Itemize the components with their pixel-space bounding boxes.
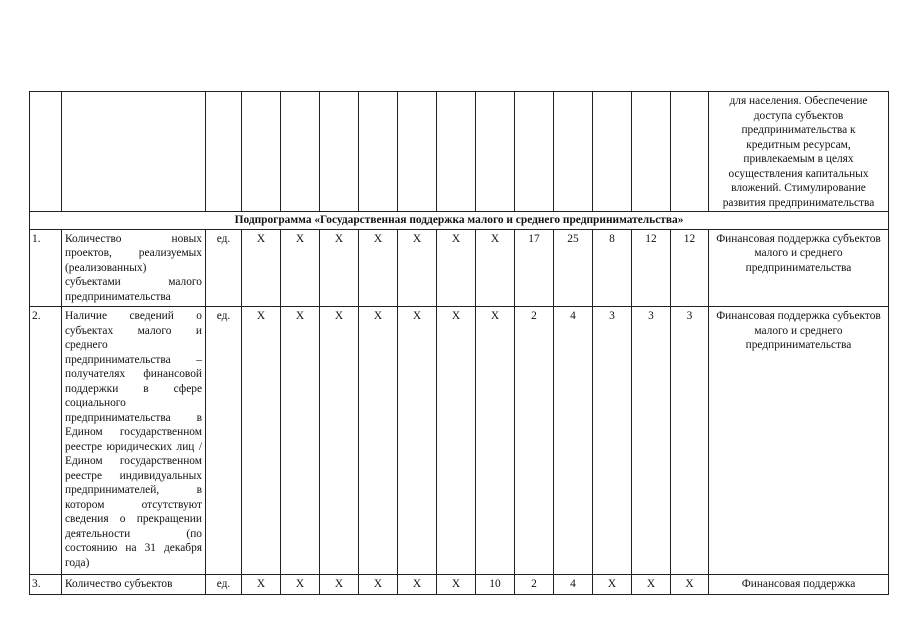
value-cell: Х bbox=[359, 229, 398, 307]
continuation-value-cell bbox=[242, 92, 281, 212]
continuation-value-cell bbox=[554, 92, 593, 212]
value-cell: 12 bbox=[671, 229, 709, 307]
continuation-value-cell bbox=[320, 92, 359, 212]
continuation-row bbox=[30, 92, 889, 212]
continuation-note-cell bbox=[709, 92, 889, 212]
value-cell: Х bbox=[476, 229, 515, 307]
value-cell: Х bbox=[320, 307, 359, 575]
value-cell: 10 bbox=[476, 575, 515, 595]
value-cell: Х bbox=[281, 307, 320, 575]
continuation-unit-cell bbox=[206, 92, 242, 212]
value-cell: 4 bbox=[554, 575, 593, 595]
value-cell: Х bbox=[437, 575, 476, 595]
indicators-table bbox=[29, 91, 889, 595]
value-cell: 3 bbox=[671, 307, 709, 575]
note-cell: Финансовая поддержка субъектов малого и среднего предпринимательства bbox=[709, 307, 889, 575]
value-cell: Х bbox=[398, 229, 437, 307]
value-cell: Х bbox=[671, 575, 709, 595]
value-cell: Х bbox=[437, 307, 476, 575]
row-number: 1. bbox=[30, 229, 62, 307]
continuation-value-cell bbox=[359, 92, 398, 212]
note-cell: Финансовая поддержка bbox=[709, 575, 889, 595]
value-cell: Х bbox=[398, 307, 437, 575]
value-cell: Х bbox=[281, 575, 320, 595]
unit-cell: ед. bbox=[206, 575, 242, 595]
value-cell: Х bbox=[593, 575, 632, 595]
note-line: вложений. Стимулирование bbox=[731, 182, 866, 194]
value-cell: 17 bbox=[515, 229, 554, 307]
continuation-value-cell bbox=[476, 92, 515, 212]
note-cell: Финансовая поддержка субъектов малого и среднего предпринимательства bbox=[709, 229, 889, 307]
continuation-value-cell bbox=[593, 92, 632, 212]
continuation-value-cell bbox=[515, 92, 554, 212]
continuation-value-cell bbox=[281, 92, 320, 212]
value-cell: Х bbox=[476, 307, 515, 575]
value-cell: 12 bbox=[632, 229, 671, 307]
value-cell: Х bbox=[632, 575, 671, 595]
note-line: предпринимательства к bbox=[741, 124, 856, 136]
indicator-name: Наличие сведений о субъектах малого и среднего предпринимательства – получателях финансовой поддержки в сфере социального предпринимательства в Едином государственном реестре юридических лиц / Едином государственном реестре индивидуальных предпринимателей, в котором отсутствуют сведения о прекращении деятельности (по состоянию на 31 декабря года) bbox=[62, 307, 206, 575]
continuation-num-cell bbox=[30, 92, 62, 212]
value-cell: 25 bbox=[554, 229, 593, 307]
note-line: доступа субъектов bbox=[753, 109, 844, 122]
note-line: кредитным ресурсам, bbox=[746, 138, 851, 151]
subprogram-row bbox=[30, 212, 889, 230]
value-cell: 2 bbox=[515, 307, 554, 575]
value-cell: Х bbox=[242, 229, 281, 307]
subprogram-title: Подпрограмма «Государственная поддержка малого и среднего предпринимательства» bbox=[30, 212, 889, 230]
continuation-value-cell bbox=[632, 92, 671, 212]
value-cell: 2 bbox=[515, 575, 554, 595]
note-line: осуществления капитальных bbox=[728, 167, 869, 180]
unit-cell: ед. bbox=[206, 307, 242, 575]
table-row bbox=[30, 229, 889, 307]
continuation-value-cell bbox=[437, 92, 476, 212]
table-row bbox=[30, 307, 889, 575]
value-cell: Х bbox=[242, 307, 281, 575]
row-number: 2. bbox=[30, 307, 62, 575]
value-cell: 3 bbox=[632, 307, 671, 575]
value-cell: Х bbox=[359, 575, 398, 595]
value-cell: Х bbox=[281, 229, 320, 307]
continuation-name-cell bbox=[62, 92, 206, 212]
value-cell: Х bbox=[320, 575, 359, 595]
value-cell: Х bbox=[359, 307, 398, 575]
value-cell: Х bbox=[242, 575, 281, 595]
row-number: 3. bbox=[30, 575, 62, 595]
value-cell: Х bbox=[398, 575, 437, 595]
note-line: для населения. Обеспечение bbox=[729, 95, 868, 107]
continuation-value-cell bbox=[671, 92, 709, 212]
table-row bbox=[30, 575, 889, 595]
indicator-name: Количество новых проектов, реализуемых (реализованных) субъектами малого предпринимательства bbox=[62, 229, 206, 307]
note-line: привлекаемым в целях bbox=[743, 153, 854, 165]
value-cell: 3 bbox=[593, 307, 632, 575]
value-cell: Х bbox=[320, 229, 359, 307]
value-cell: Х bbox=[437, 229, 476, 307]
unit-cell: ед. bbox=[206, 229, 242, 307]
continuation-value-cell bbox=[398, 92, 437, 212]
value-cell: 8 bbox=[593, 229, 632, 307]
note-line: развития предпринимательства bbox=[722, 196, 875, 209]
value-cell: 4 bbox=[554, 307, 593, 575]
indicator-name: Количество субъектов bbox=[62, 575, 206, 595]
